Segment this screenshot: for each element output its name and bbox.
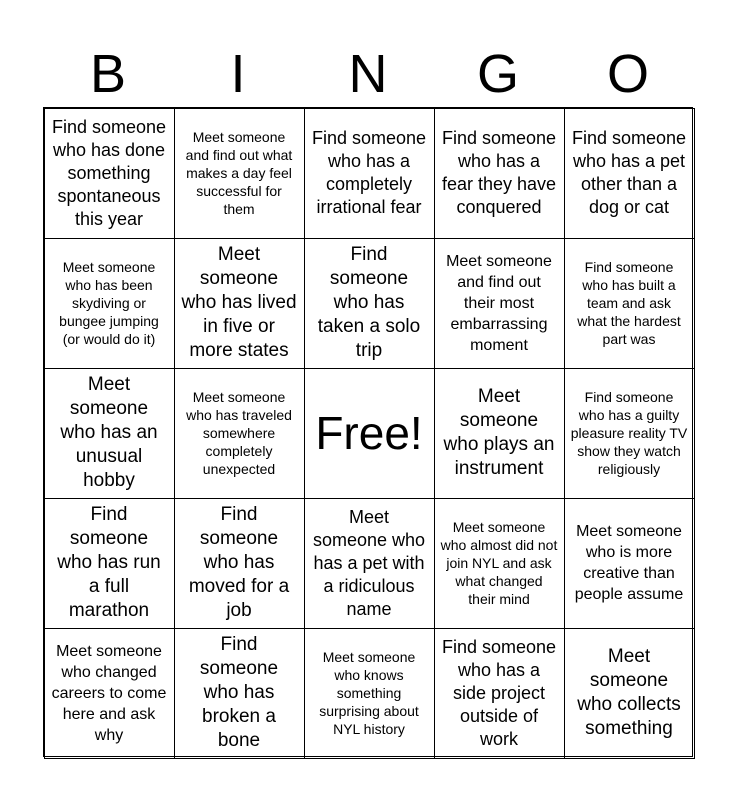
bingo-cell[interactable] [564, 108, 695, 239]
cell-text: Meet someone who has an unusual hobby [60, 374, 158, 491]
cell-text: Find someone who has a completely irrational fear [311, 128, 427, 217]
bingo-cell[interactable] [564, 628, 695, 759]
bingo-cell[interactable] [434, 108, 565, 239]
cell-text: Find someone who has a pet other than a dog or cat [571, 128, 687, 217]
bingo-cell[interactable] [174, 498, 305, 629]
bingo-cell[interactable] [564, 368, 695, 499]
cell-text: Meet someone who plays an instrument [443, 386, 555, 479]
bingo-cell[interactable] [44, 498, 175, 629]
cell-text: Meet someone who has a pet with a ridiculous name [312, 506, 426, 619]
cell-text: Find someone who has built a team and ask what the hardest part was [577, 259, 681, 347]
bingo-cell[interactable] [174, 368, 305, 499]
bingo-cell[interactable] [304, 498, 435, 629]
bingo-cell[interactable] [564, 498, 695, 629]
cell-text: Meet someone who almost did not join NYL and ask what changed their mind [440, 519, 558, 607]
cell-text: Meet someone and find out their most embarrassing moment [446, 252, 552, 354]
cell-text: Find someone who has moved for a job [188, 504, 290, 621]
cell-text: Meet someone who has been skydiving or bungee jumping (or would do it) [59, 259, 159, 347]
cell-text: Find someone who has run a full marathon [57, 504, 161, 621]
bingo-cell[interactable] [434, 498, 565, 629]
bingo-board [43, 107, 693, 757]
cell-text: Find someone who has a guilty pleasure reality TV show they watch religiously [570, 389, 688, 477]
bingo-cell[interactable] [304, 628, 435, 759]
bingo-cell[interactable] [44, 628, 175, 759]
bingo-cell[interactable] [44, 238, 175, 369]
bingo-cell[interactable] [174, 238, 305, 369]
cell-text: Meet someone who knows something surprising about NYL history [319, 649, 419, 737]
cell-text: Meet someone who collects something [577, 646, 681, 739]
cell-text: Find someone who has broken a bone [199, 634, 279, 751]
cell-text: Meet someone who changed careers to come here and ask why [51, 642, 167, 744]
cell-text: Meet someone who is more creative than people assume [574, 523, 684, 603]
cell-text: Find someone who has done something spontaneous this year [51, 116, 167, 229]
header-letter-o: O [606, 44, 649, 104]
header-letter-i: I [230, 44, 246, 104]
cell-text: Meet someone who has lived in five or more states [181, 244, 297, 361]
header-letter-g: G [476, 44, 519, 104]
cell-text: Meet someone and find out what makes a day feel successful for them [185, 129, 293, 217]
bingo-cell[interactable] [304, 108, 435, 239]
bingo-cell[interactable] [434, 368, 565, 499]
bingo-cell[interactable] [174, 108, 305, 239]
bingo-cell[interactable] [304, 238, 435, 369]
bingo-cell[interactable] [434, 628, 565, 759]
cell-text: Find someone who has taken a solo trip [317, 244, 421, 361]
header-letter-n: N [348, 44, 388, 104]
bingo-cell[interactable] [44, 368, 175, 499]
cell-text: Meet someone who has traveled somewhere completely unexpected [186, 389, 292, 477]
free-label: Free! [315, 407, 423, 459]
cell-text: Find someone who has a side project outside of work [441, 636, 557, 749]
header-letter-b: B [89, 44, 127, 104]
bingo-cell[interactable] [174, 628, 305, 759]
bingo-header [43, 40, 693, 108]
free-space[interactable] [304, 368, 435, 499]
bingo-cell[interactable] [564, 238, 695, 369]
bingo-cell[interactable] [434, 238, 565, 369]
cell-text: Find someone who has a fear they have conquered [441, 128, 557, 217]
bingo-cell[interactable] [44, 108, 175, 239]
